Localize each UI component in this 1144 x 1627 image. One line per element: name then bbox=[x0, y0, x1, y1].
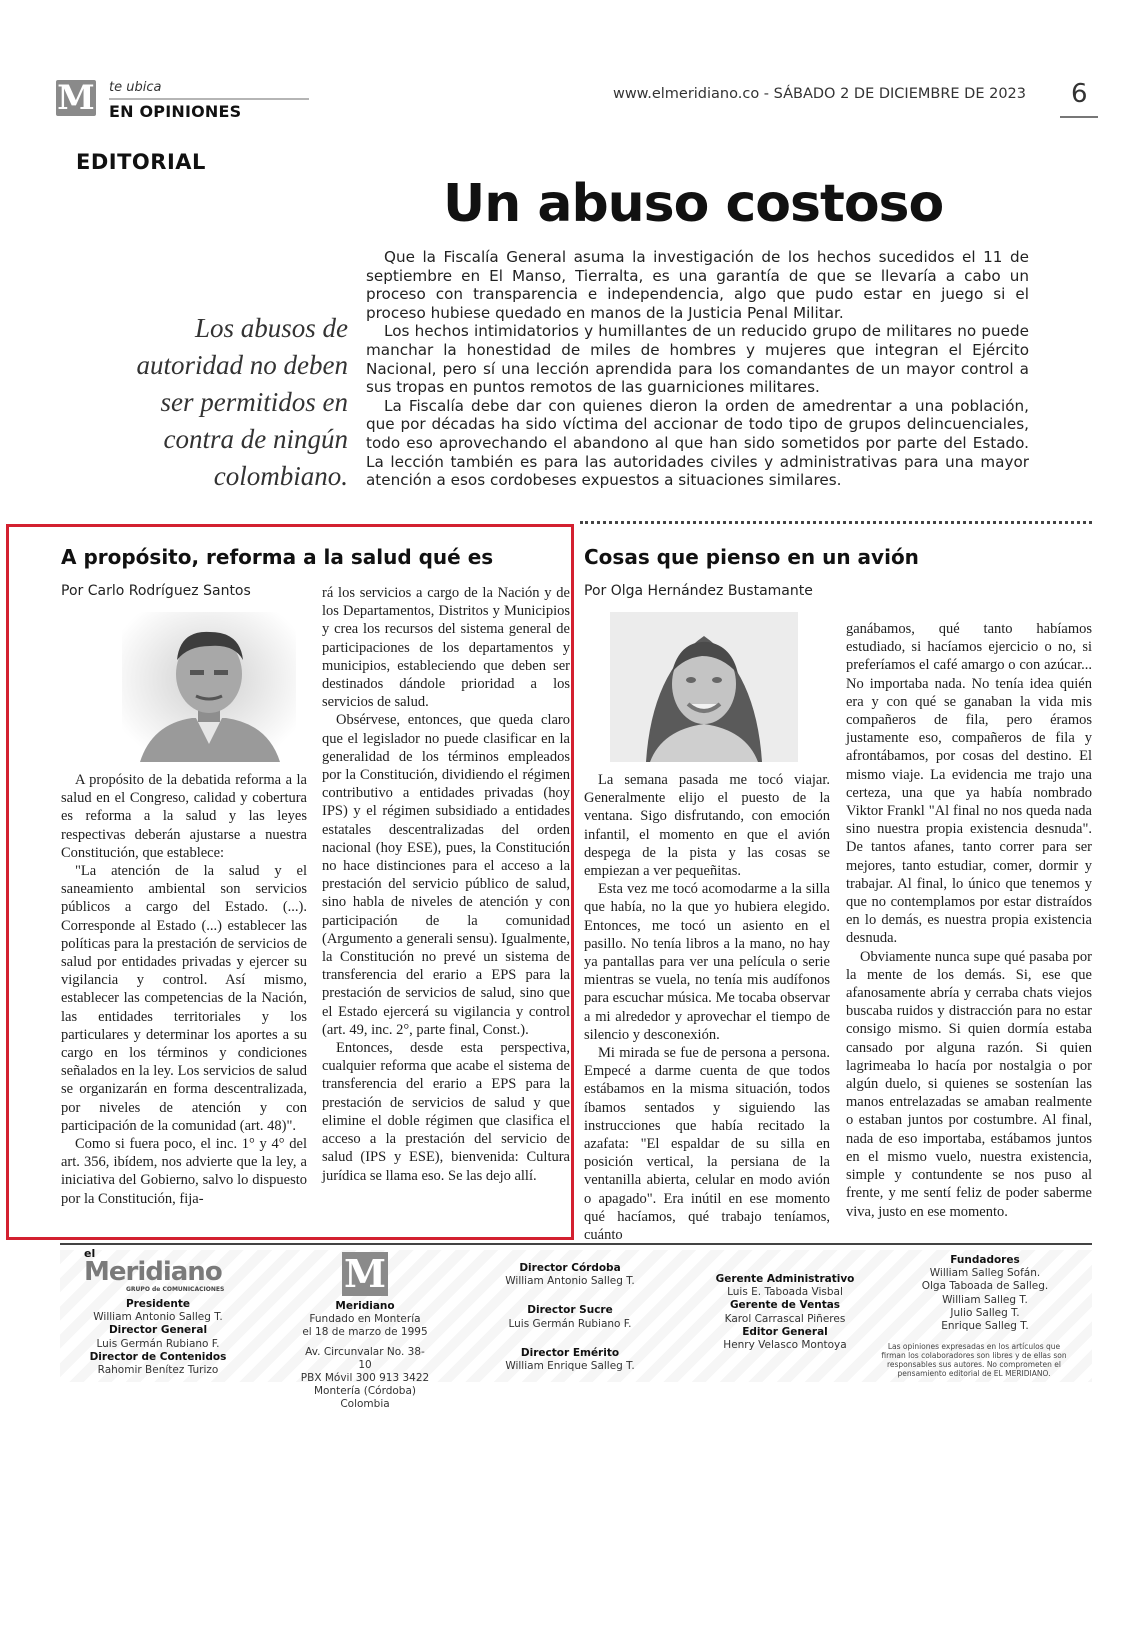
header-divider bbox=[109, 98, 309, 100]
editorial-headline: Un abuso costoso bbox=[443, 174, 944, 234]
director-contenidos-label: Director de Contenidos bbox=[89, 1350, 227, 1363]
article-paragraph: rá los servicios a cargo de la Nación y de los Departamentos, Distritos y Municipios y crea los recursos del sistema general de participaciones de los departamentos y municipios, estableciendo que deben ser destinados dándole prioridad a los servicios de salud. bbox=[322, 585, 570, 711]
article-right-title: Cosas que pienso en un avión bbox=[584, 545, 919, 569]
editorial-paragraph: Los hechos intimidatorios y humillantes de un reducido grupo de militares no puede manchar la honestidad de miles de hombres y mujeres que integran el Ejército Nacional, pero sí una lección aprendida para los comandantes de un mayor control a sus tropas en puntos remotos de las guarniciones militares. bbox=[366, 322, 1029, 397]
editor-name: Henry Velasco Montoya bbox=[723, 1339, 847, 1352]
article-paragraph: Obviamente nunca supe qué pasaba por la mente de los demás. Si, ese que afanosamente abría y cerraba chats viejos buscaba ruidos y distracción para no estar consigo mismo. Si quien dormía estaba cansado por alguna razón. Si quien lagrimeaba lo hacía por nostalgia o por algún duelo, si quienes se sostenían las manos entrelazadas se amaban realmente o estaban juntos por costumbre. Al final, nada de eso importaba, estábamos juntos en el mismo vuelo, nuestra existencia, simple y contundente se nos puso al frente, y me sentí feliz de poder saberme viva, justo en ese momento. bbox=[846, 948, 1092, 1220]
brand-tagline: GRUPO de COMUNICACIONES bbox=[126, 1286, 225, 1293]
gerente-ventas-name: Karol Carrascal Piñeres bbox=[724, 1312, 846, 1325]
dir-sucre-label: Director Sucre bbox=[527, 1304, 613, 1317]
newspaper-logo-icon: M bbox=[57, 78, 95, 118]
dir-emerito-name: William Enrique Salleg T. bbox=[505, 1360, 635, 1373]
fundadores-label: Fundadores bbox=[950, 1254, 1020, 1266]
article-paragraph: Como si fuera poco, el inc. 1° y 4° del art. 356, ibídem, nos advierte que la ley, a iniciativa del Gobierno, salvo lo dispuesto por la Constitución, fija- bbox=[61, 1136, 307, 1207]
dotted-divider bbox=[580, 521, 1092, 524]
article-right-col1 bbox=[584, 771, 830, 1244]
section-kicker: EN OPINIONES bbox=[109, 102, 242, 121]
address-line-1: Av. Circunvalar No. 38-10 bbox=[305, 1345, 425, 1371]
article-paragraph: Mi mirada se fue de persona a persona. Empecé a darme cuenta de que todos estábamos en la misma situación, todos íbamos sentados y siguiendo las instrucciones que había recitado la azafata: "El espaldar de su silla en posición vertical, la persiana de la ventanilla abierta, celular en modo avión o apagado". Era inútil en ese momento qué hacíamos, qué trabajo teníamos, cuánto bbox=[584, 1045, 830, 1244]
director-general-label: Director General bbox=[108, 1324, 208, 1337]
footer-disclaimer: Las opiniones expresadas en los artículos que firman los colaboradores son libres y de ellas son responsables sus autores. No comprometen el pensamiento editorial de EL MERIDIANO. bbox=[881, 1342, 1067, 1378]
fundador: Julio Salleg T. bbox=[950, 1306, 1020, 1319]
presidente-name: William Antonio Salleg T. bbox=[93, 1311, 223, 1324]
page-number: 6 bbox=[1071, 79, 1088, 109]
footer-col-5 bbox=[900, 1254, 1070, 1333]
page-number-underline bbox=[1060, 116, 1098, 118]
gerente-ventas-label: Gerente de Ventas bbox=[729, 1299, 841, 1312]
director-general-name: Luis Germán Rubiano F. bbox=[96, 1337, 220, 1350]
article-paragraph: La semana pasada me tocó viajar. Generalmente elijo el puesto de la ventana. Sigo disfrutando, con emoción infantil, el momento en que el avión despega de la pista y las cosas se empiezan a ver pequeñitas. bbox=[584, 772, 830, 880]
address-line-2: PBX Móvil 300 913 3422 bbox=[300, 1372, 430, 1385]
editor-label: Editor General bbox=[742, 1325, 828, 1338]
article-left-title: A propósito, reforma a la salud qué es bbox=[61, 545, 494, 569]
fundado-line-2: el 18 de marzo de 1995 bbox=[302, 1326, 428, 1339]
dir-sucre-name: Luis Germán Rubiano F. bbox=[508, 1317, 632, 1330]
presidente-label: Presidente bbox=[125, 1298, 191, 1310]
fundador: Enrique Salleg T. bbox=[941, 1320, 1029, 1333]
section-label: EDITORIAL bbox=[76, 150, 206, 174]
mid-brand: Meridiano bbox=[335, 1300, 395, 1312]
footer-divider bbox=[60, 1243, 1092, 1245]
author-photo-olga bbox=[610, 612, 798, 762]
brand-small: el bbox=[84, 1247, 96, 1260]
brand-name: Meridiano bbox=[84, 1257, 222, 1287]
article-paragraph: ganábamos, qué tanto habíamos estudiado, si hacíamos ejercicio o no, si preferíamos el café amargo o con azúcar... No importaba nada. No tenía idea quién era y con qué se ganaban la vida mis compañeros de fila, pero éramos justamente eso, compañeros de fila y afrontábamos, por cosas del destino. El mismo viaje. La evidencia me trajo una certeza, una que ya había nombrado Viktor Frankl "Al final no nos queda nada sino nuestra propia existencia desnuda". De tantos afanes, tanto correr para ser mejores, tanto estudiar, comer, dormir y trabajar. Al final, lo único que tenemos y que no contemplamos por estar distraídos en lo demás, es nuestra propia existencia desnuda. bbox=[846, 621, 1092, 947]
fundador: Olga Taboada de Salleg. bbox=[921, 1280, 1049, 1293]
article-paragraph: A propósito de la debatida reforma a la salud en el Congreso, calidad y cobertura es reforma a la salud y las leyes respectivas deberán ajustarse a nuestra Constitución, que establece: bbox=[61, 772, 307, 861]
footer-col-2 bbox=[300, 1300, 430, 1412]
fundado-line-1: Fundado en Montería bbox=[309, 1313, 421, 1326]
article-right-byline: Por Olga Hernández Bustamante bbox=[584, 583, 813, 599]
article-right-col2 bbox=[846, 620, 1092, 1221]
director-contenidos-name: Rahomir Benítez Turizo bbox=[97, 1364, 219, 1377]
address-line-3: Montería (Córdoba) Colombia bbox=[314, 1385, 416, 1411]
article-paragraph: Esta vez me tocó acomodarme a la silla que había, no la que yo hubiera elegido. Entonces, me tocó un asiento en el pasillo. No tenía libros a la mano, no hay ya pantallas para ver una película o serie mientras se vuela, no tenía mis audífonos para escuchar música. Me tocaba observar a mi alrededor y aprovechar el tiempo de silencio y desconexión. bbox=[584, 881, 830, 1043]
article-left-byline: Por Carlo Rodríguez Santos bbox=[61, 583, 251, 599]
pull-quote: Los abusos de autoridad no deben ser permitidos en contra de ningún colombiano. bbox=[136, 313, 348, 491]
footer-col-4 bbox=[700, 1273, 870, 1352]
footer-m-logo-icon: M bbox=[343, 1251, 387, 1296]
article-left-col1 bbox=[61, 771, 307, 1208]
author-photo-carlo bbox=[122, 612, 296, 762]
editorial-body bbox=[366, 248, 1029, 490]
footer-brand-logo bbox=[84, 1247, 244, 1293]
gerente-adm-label: Gerente Administrativo bbox=[715, 1273, 855, 1285]
editorial-paragraph: Que la Fiscalía General asuma la investigación de los hechos sucedidos el 11 de septiembre en El Manso, Tierralta, es una garantía de que se llevaría a cabo un proceso con transparencia e independencia, algo que pudo estar en juego si el proceso hubiese quedado en manos de la Justicia Penal Militar. bbox=[366, 248, 1029, 322]
dir-cordoba-name: William Antonio Salleg T. bbox=[505, 1275, 635, 1288]
article-paragraph: Obsérvese, entonces, que queda claro que el legislador no puede clasificar en la generalidad de los términos empleados por la Constitución, dividiendo el régimen contributivo a entidades privadas (hoy IPS) y el régimen subsidiado a entidades estatales descentralizadas del orden nacional (hoy ESE), pues, la Constitución no hace distinciones para el acceso a la prestación del servicio público de salud, sino habla de niveles de atención y con participación de la comunidad (Argumento a generali sensu). Igualmente, la Constitución no prevé un sistema de transferencia del erario a EPS para la prestación de servicios de salud, sino que el Estado ejercerá su vigilancia y control (art. 49, inc. 2°, parte final, Const.). bbox=[322, 712, 570, 1038]
kicker-small: te ubica bbox=[109, 80, 162, 95]
fundador: William Salleg T. bbox=[942, 1293, 1028, 1306]
article-paragraph: Entonces, desde esta perspectiva, cualquier reforma que acabe el sistema de transferencia del erario a EPS para la prestación de servicios de salud y que elimine el doble régimen que clasifica el acceso a la prestación del servicio de salud (IPS y ESE), bienvenida: Cultura jurídica se llama eso. Se las dejo allí. bbox=[322, 1040, 570, 1184]
dir-cordoba-label: Director Córdoba bbox=[519, 1262, 621, 1274]
editorial-paragraph: La Fiscalía debe dar con quienes dieron la orden de amedrentar a una población, que por décadas ha sido víctima del accionar de todo tipo de grupos delincuenciales, todo eso aprovechando el abandono al que han sido sometidos por parte del Estado. La lección también es para las autoridades civiles y administrativas para una mayor atención a esos cordobeses expuestos a situaciones similares. bbox=[366, 396, 1029, 490]
footer-col-1 bbox=[64, 1298, 252, 1377]
dateline: www.elmeridiano.co - SÁBADO 2 DE DICIEMBRE DE 2023 bbox=[612, 86, 1026, 102]
footer-col-3 bbox=[490, 1262, 650, 1373]
gerente-adm-name: Luis E. Taboada Visbal bbox=[727, 1286, 843, 1299]
fundador: William Salleg Sofán. bbox=[929, 1267, 1041, 1280]
article-left-col2 bbox=[322, 584, 570, 1185]
article-paragraph: "La atención de la salud y el saneamiento ambiental son servicios públicos a cargo del Estado. (...). Corresponde al Estado (...) establecer las políticas para la prestación de servicios de salud por entidades privadas y ejercer su vigilancia y control. Así mismo, establecer las competencias de la Nación, las entidades territoriales y los particulares y determinar los aportes a su cargo en los términos y condiciones señalados en la ley. Los servicios de salud se organizarán en forma descentralizada, por niveles de atención y con participación de la comunidad (art. 48)". bbox=[61, 863, 307, 1134]
dir-emerito-label: Director Emérito bbox=[520, 1346, 620, 1359]
